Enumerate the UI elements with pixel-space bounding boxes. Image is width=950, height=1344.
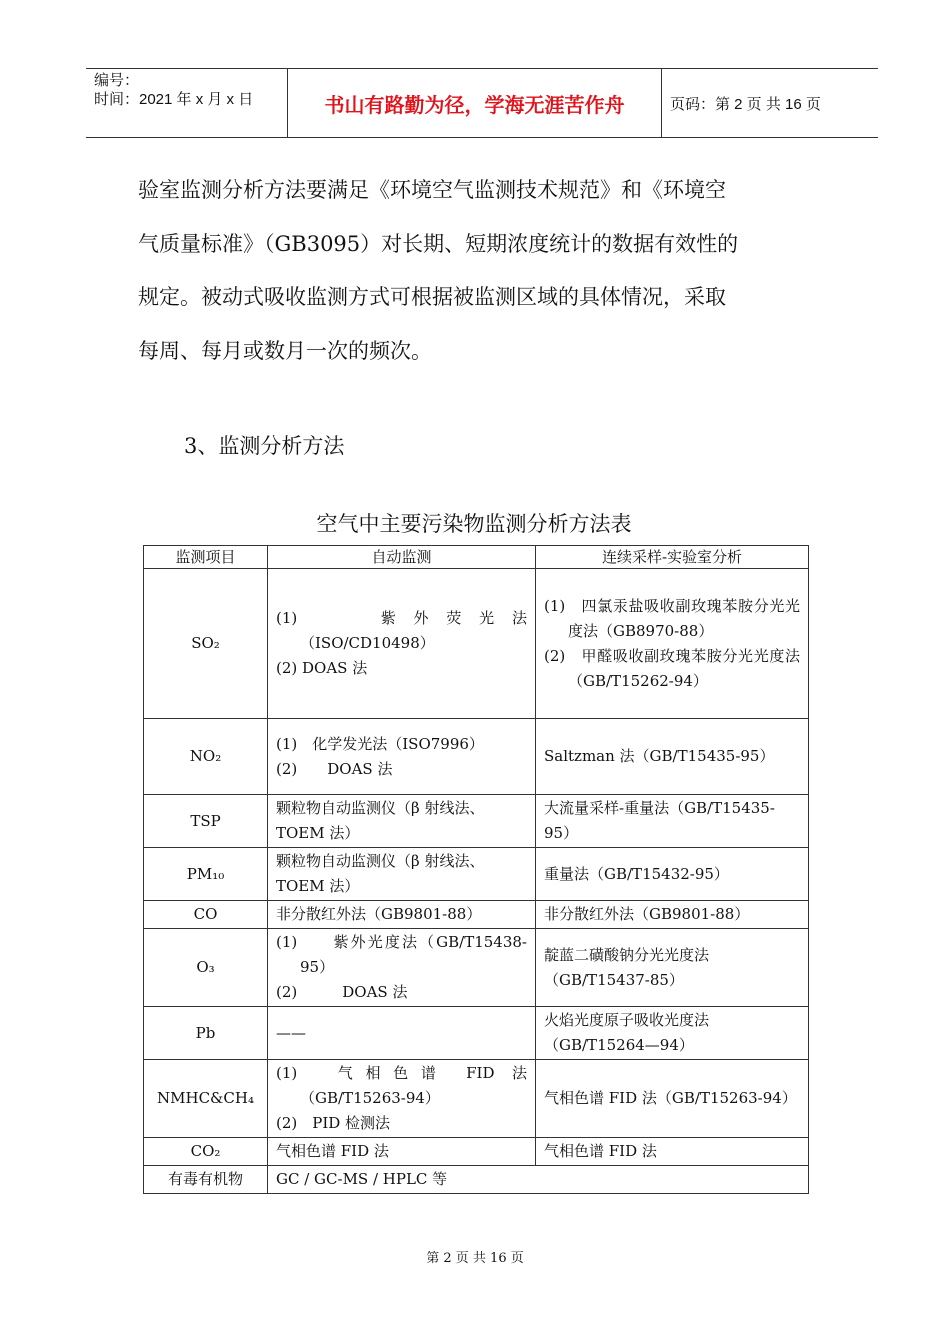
body-paragraph [138,178,828,392]
table-row [144,1138,809,1166]
paragraph-line: 每周、每月或数月一次的频次。 [138,338,432,363]
item-cell: O₃ [144,929,268,1007]
lab-cell: 气相色谱 FID 法 [536,1138,809,1166]
auto-cell: (1) 紫外荧光法（ISO/CD10498） (2) DOAS 法 [268,569,536,719]
table-row [144,901,809,929]
lab-cell: 火焰光度原子吸收光度法（GB/T15264—94） [536,1007,809,1060]
lab-cell: (1) 四氯汞盐吸收副玫瑰苯胺分光光度法（GB8970-88） (2) 甲醛吸收副玫瑰苯胺分光光度法（GB/T15262-94） [536,569,809,719]
methods-cell: GC / GC-MS / HPLC 等 [268,1166,809,1194]
auto-cell: 非分散红外法（GB9801-88） [268,901,536,929]
auto-cell: 颗粒物自动监测仪（β 射线法、TOEM 法） [268,848,536,901]
table-header-row [144,546,809,569]
item-cell: CO [144,901,268,929]
lab-cell: Saltzman 法（GB/T15435-95） [536,719,809,795]
item-cell: SO₂ [144,569,268,719]
methods-table [143,545,809,1194]
auto-cell: —— [268,1007,536,1060]
table-row [144,719,809,795]
lab-cell: 靛蓝二磺酸钠分光光度法（GB/T15437-85） [536,929,809,1007]
paragraph-line: 规定。被动式吸收监测方式可根据被监测区域的具体情况，采取 [138,285,726,309]
table-row [144,1060,809,1138]
auto-cell: 气相色谱 FID 法 [268,1138,536,1166]
table-title: 空气中主要污染物监测分析方法表 [316,512,632,536]
item-cell: CO₂ [144,1138,268,1166]
section-heading: 3、监测分析方法 [184,434,345,458]
auto-cell: (1) 化学发光法（ISO7996） (2) DOAS 法 [268,719,536,795]
table-row [144,795,809,848]
auto-cell: (1) 紫外光度法（GB/T15438-95） (2) DOAS 法 [268,929,536,1007]
time-label: 时间：2021 年 x 月 x 日 [94,91,254,108]
paragraph-line: 验室监测分析方法要满足《环境空气监测技术规范》和《环境空 [138,178,726,202]
auto-cell: 颗粒物自动监测仪（β 射线法、TOEM 法） [268,795,536,848]
item-cell: PM₁₀ [144,848,268,901]
item-cell: Pb [144,1007,268,1060]
table-row [144,569,809,719]
item-cell: TSP [144,795,268,848]
lab-cell: 气相色谱 FID 法（GB/T15263-94） [536,1060,809,1138]
header-cell: 连续采样-实验室分析 [536,546,809,569]
table-row [144,929,809,1007]
lab-cell: 非分散红外法（GB9801-88） [536,901,809,929]
header-meta [86,69,288,137]
table-row [144,1166,809,1194]
page-header [86,68,878,138]
auto-cell: (1) 气相色谱 FID 法（GB/T15263-94） (2) PID 检测法 [268,1060,536,1138]
lab-cell: 重量法（GB/T15432-95） [536,848,809,901]
paragraph-line: 气质量标准》（GB3095）对长期、短期浓度统计的数据有效性的 [138,231,739,256]
lab-cell: 大流量采样-重量法（GB/T15435-95） [536,795,809,848]
page-footer: 第 2 页 共 16 页 [426,1251,524,1266]
header-cell: 监测项目 [144,546,268,569]
header-cell: 自动监测 [268,546,536,569]
table-row [144,1007,809,1060]
item-cell: 有毒有机物 [144,1166,268,1194]
header-motto: 书山有路勤为径，学海无涯苦作舟 [288,69,662,137]
number-label: 编号： [94,72,140,89]
item-cell: NMHC&CH₄ [144,1060,268,1138]
header-page-label: 页码：第 2 页 共 16 页 [670,95,821,113]
item-cell: NO₂ [144,719,268,795]
table-row [144,848,809,901]
